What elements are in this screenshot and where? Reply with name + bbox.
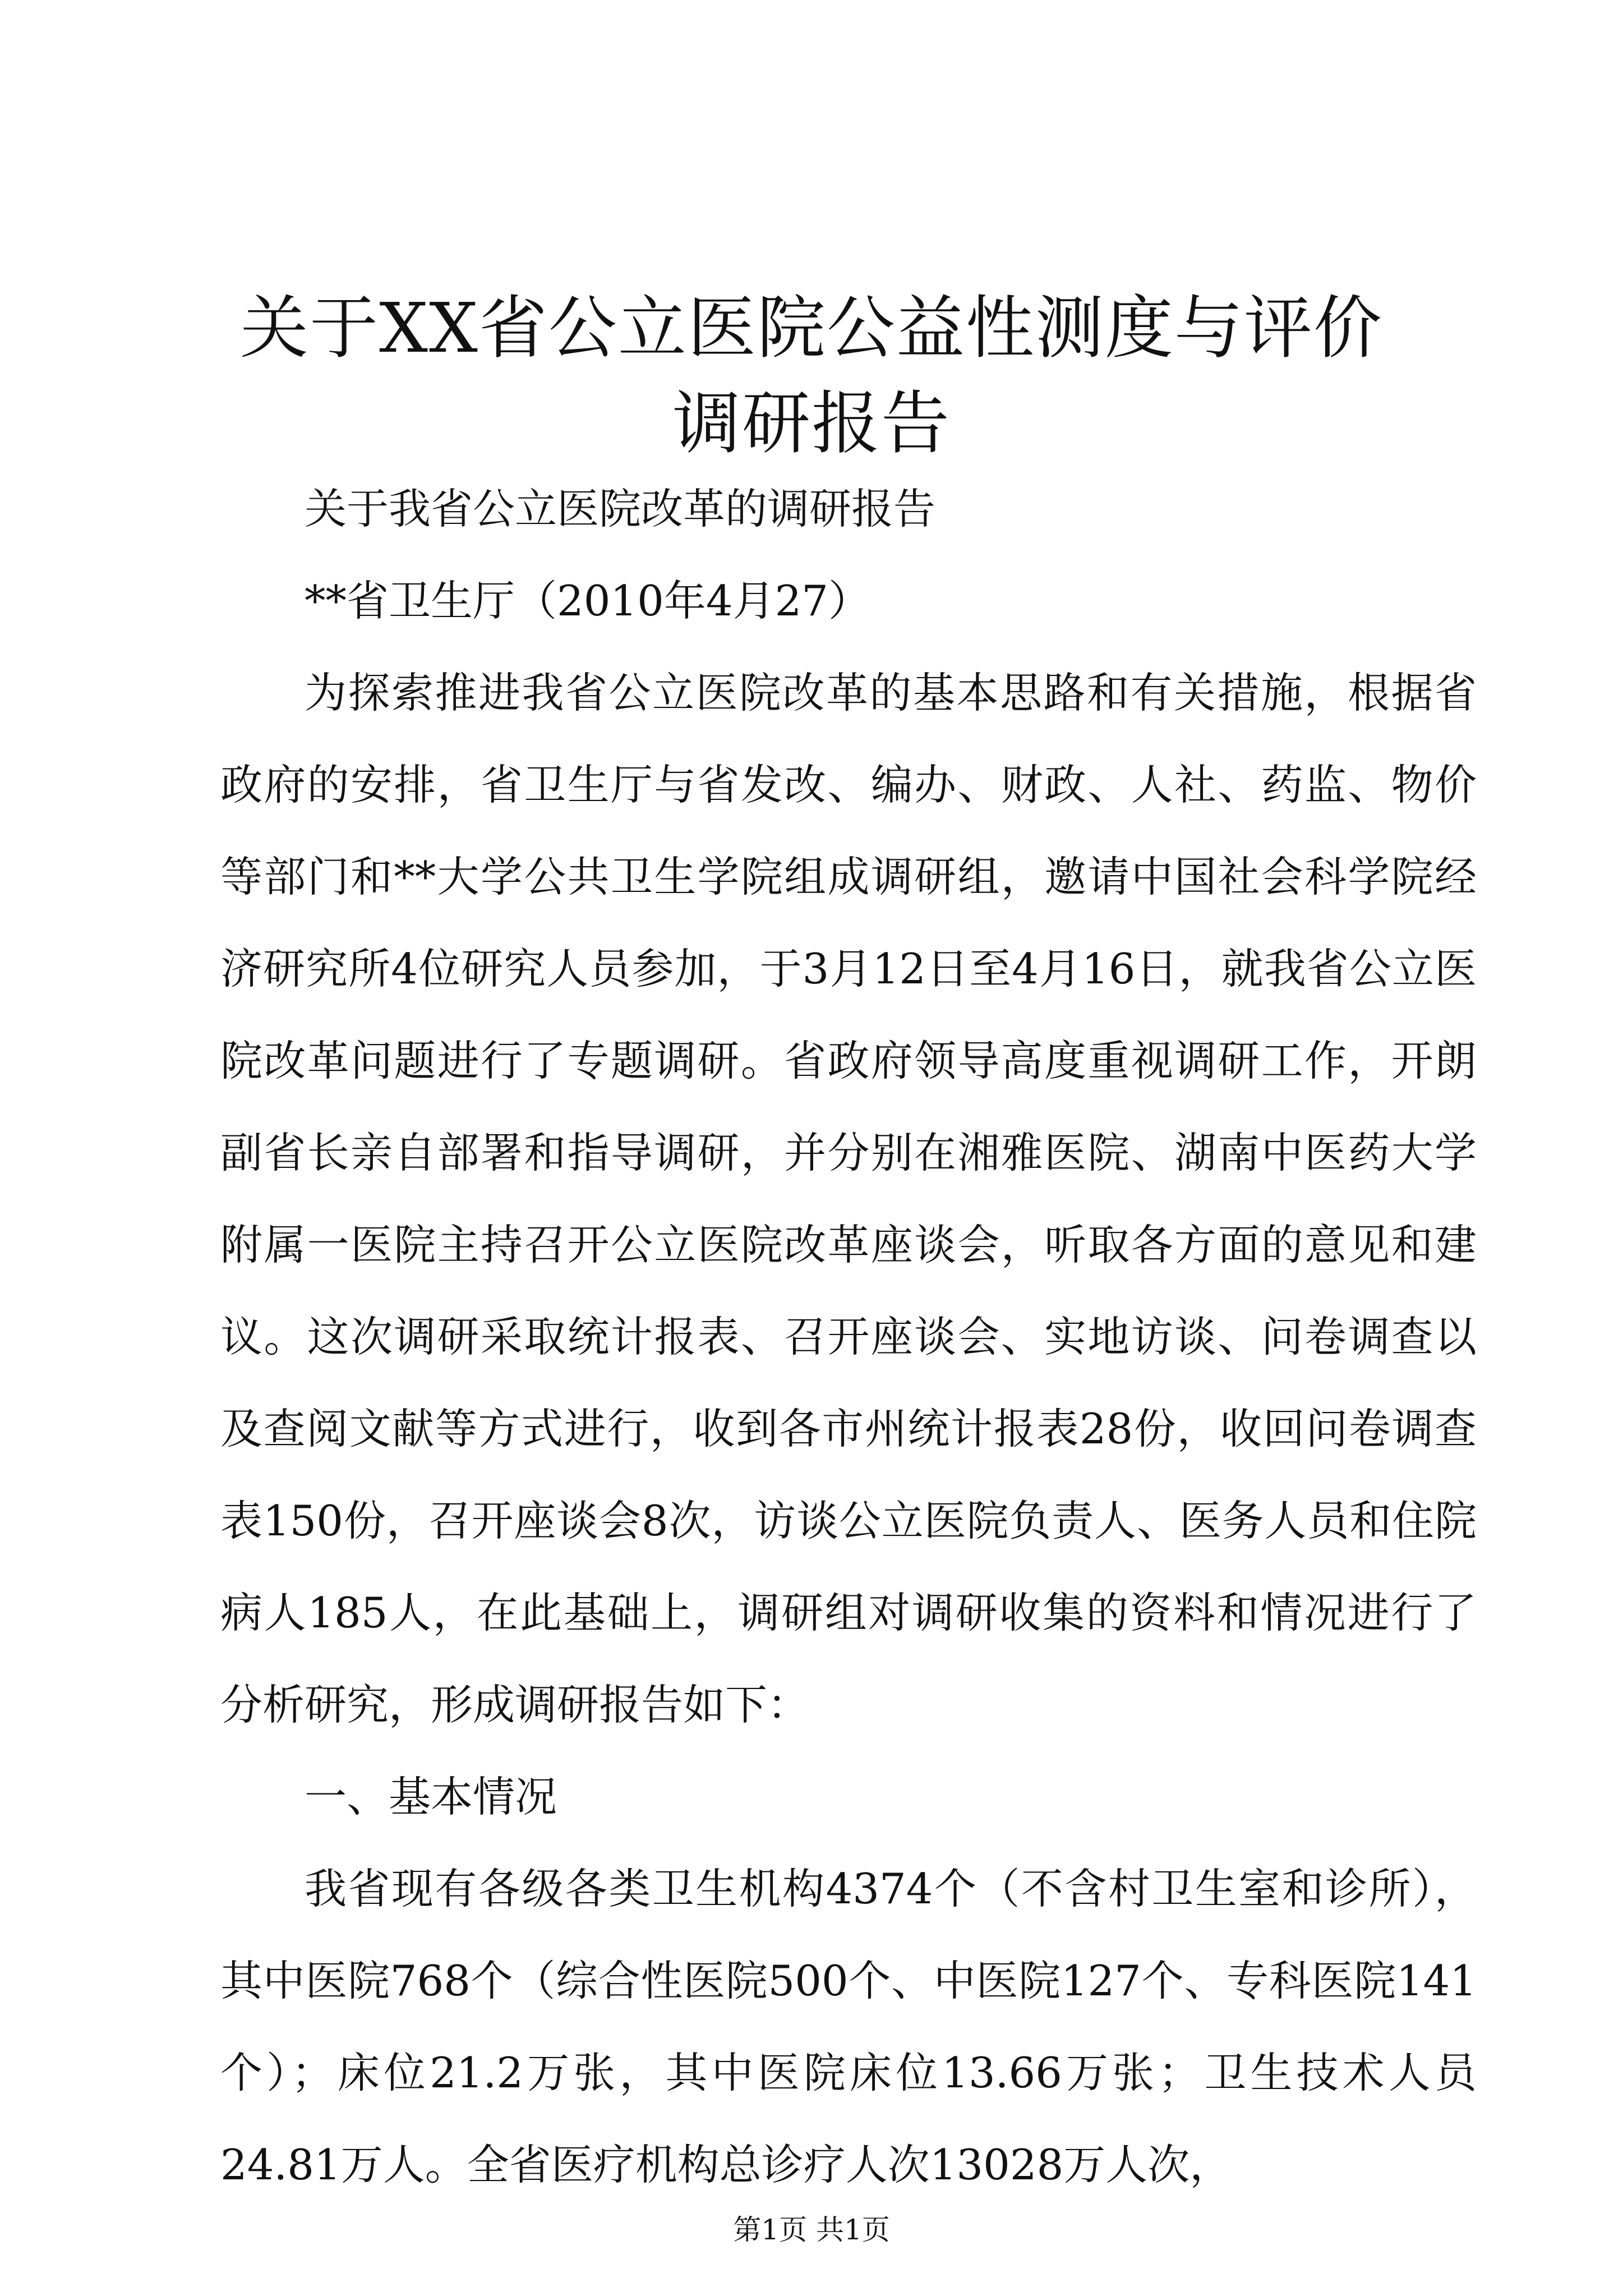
section-heading: 一、基本情况 xyxy=(305,1772,557,1821)
subtitle-paragraph: 关于我省公立医院改革的调研报告 xyxy=(305,484,936,533)
page-footer: 第1页 共1页 xyxy=(733,2214,890,2246)
body-paragraph: 为探索推进我省公立医院改革的基本思路和有关措施，根据省政府的安排，省卫生厅与省发改、编办、财政、人社、药监、物价等部门和**大学公共卫生学院组成调研组，邀请中国社会科学院经济研究所4位研究人员参加，于3月12日至4月16日，就我省公立医院改革问题进行了专题调研。省政府领导高度重视调研工作，开朗副省长亲自部署和指导调研，并分别在湘雅医院、湖南中医药大学附属一医院主持召开公立医院改革座谈会，听取各方面的意见和建议。这次调研采取统计报表、召开座谈会、实地访谈、问卷调查以及查阅文献等方式进行，收到各市州统计报表28份，收回问卷调查表150份，召开座谈会8次，访谈公立医院负责人、医务人员和住院病人185人，在此基础上，调研组对调研收集的资料和情况进行了分析研究，形成调研报告如下： xyxy=(220,668,1477,1729)
document-body xyxy=(220,463,1477,2211)
body-paragraph: 我省现有各级各类卫生机构4374个（不含村卫生室和诊所），其中医院768个（综合性医院500个、中医院127个、专科医院141个）；床位21.2万张，其中医院床位13.66万张；卫生技术人员24.81万人。全省医疗机构总诊疗人次13028万人次， xyxy=(220,1864,1477,2189)
author-date-line: **省卫生厅（2010年4月27） xyxy=(305,576,871,625)
document-title: 关于XX省公立医院公益性测度与评价调研报告 xyxy=(240,288,1383,463)
